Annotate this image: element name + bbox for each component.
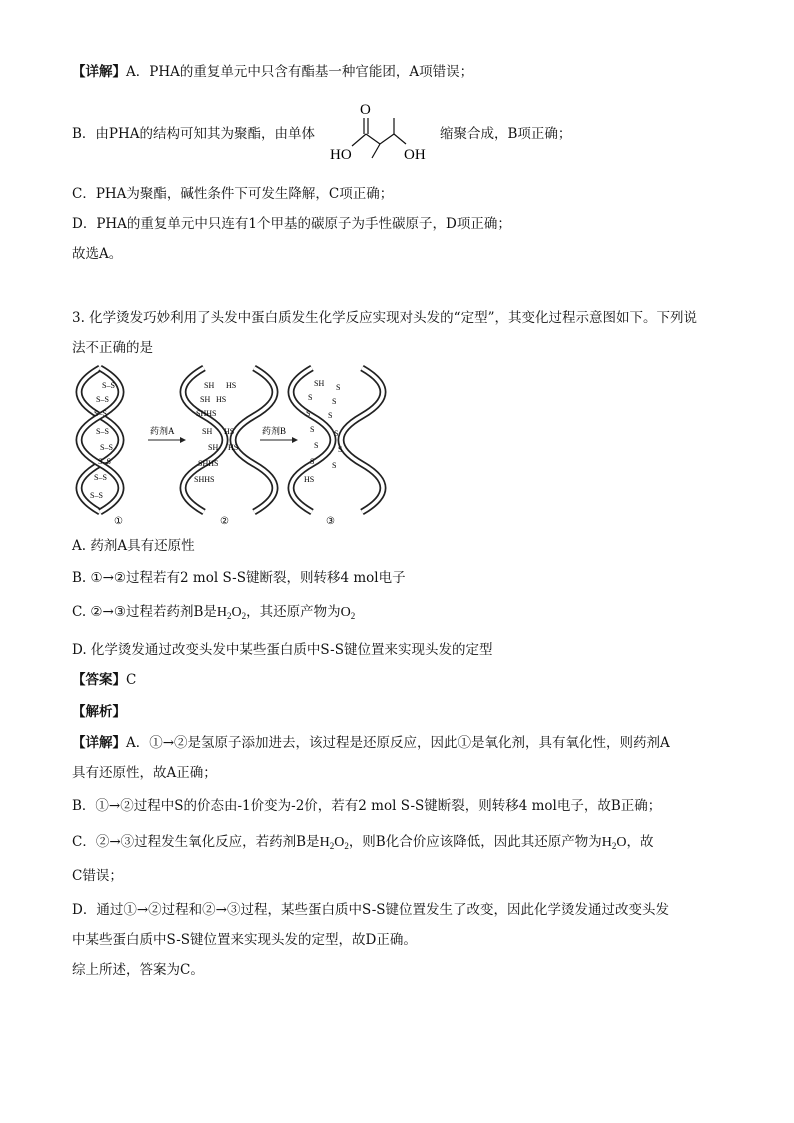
answer-line: [72, 670, 136, 690]
stage-label-1: ①: [114, 516, 123, 527]
prev-detail-b-post: 缩聚合成，B项正确；: [440, 126, 572, 142]
formula-h2o2: $H_2O_2$: [319, 835, 349, 851]
option-a[interactable]: A. 药剂A具有还原性: [72, 538, 195, 554]
monomer-structure: [322, 96, 440, 168]
summary: 综上所述，答案为C。: [72, 962, 204, 978]
svg-text:S–S: S–S: [102, 381, 115, 390]
svg-text:SHHS: SHHS: [196, 409, 217, 418]
question-stem-line1: 3. 化学烫发巧妙利用了头发中蛋白质发生化学反应实现对头发的“定型”，其变化过程示意图如下。下列说: [72, 310, 697, 326]
prev-detail-a: 【详解】A．PHA的重复单元中只含有酯基一种官能团，A项错误；: [72, 64, 474, 80]
answer-value: C: [126, 672, 137, 688]
svg-text:SH: SH: [204, 381, 215, 390]
svg-text:S: S: [308, 393, 313, 402]
formula-o2: $O_2$: [340, 605, 356, 621]
detail-a-line1: 【详解】A．①→②是氢原子添加进去，该过程是还原反应，因此①是氧化剂，具有氧化性，则药剂A: [72, 735, 670, 751]
svg-text:S–S: S–S: [94, 473, 107, 482]
detail-d-line1: D．通过①→②过程和②→③过程，某些蛋白质中S-S键位置发生了改变，因此化学烫发通过改变头发: [72, 902, 669, 918]
svg-text:HS: HS: [304, 475, 315, 484]
option-d[interactable]: D. 化学烫发通过改变头发中某些蛋白质中S-S键位置来实现头发的定型: [72, 642, 493, 658]
stage-label-3: ③: [326, 516, 335, 527]
svg-text:S: S: [314, 441, 319, 450]
perm-diagram: [70, 364, 390, 530]
detail-c-line1: C．②→③过程发生氧化反应，若药剂B是$H_2O_2$，则B化合价应该降低，因此其还原产物为$H_2O$，故: [72, 834, 654, 851]
svg-text:S–S: S–S: [94, 409, 107, 418]
svg-text:S: S: [332, 461, 337, 470]
detail-c-line2: C错误；: [72, 868, 123, 884]
monomer-oh: OH: [404, 147, 426, 163]
monomer-o: O: [360, 102, 371, 118]
svg-text:HS: HS: [228, 443, 239, 452]
reagent-a-label: 药剂A: [150, 426, 175, 436]
svg-text:HS: HS: [226, 381, 237, 390]
svg-text:S–S: S–S: [100, 443, 113, 452]
svg-text:SH: SH: [200, 395, 211, 404]
svg-text:S: S: [336, 383, 341, 392]
prev-detail-b: B．由PHA的结构可知其为聚酯，由单体: [72, 126, 316, 142]
svg-text:S: S: [334, 429, 339, 438]
svg-text:S: S: [328, 411, 333, 420]
prev-detail-d: D．PHA的重复单元中只连有1个甲基的碳原子为手性碳原子，D项正确；: [72, 216, 511, 232]
svg-text:HS: HS: [216, 395, 227, 404]
reagent-b-label: 药剂B: [262, 426, 287, 436]
svg-text:S: S: [306, 409, 311, 418]
svg-text:S–S: S–S: [90, 491, 103, 500]
svg-text:SH: SH: [202, 427, 213, 436]
prev-detail-choice: 故选A。: [72, 246, 123, 262]
option-b[interactable]: B. ①→②过程若有2 mol S-S键断裂，则转移4 mol电子: [72, 570, 406, 586]
svg-text:S: S: [332, 397, 337, 406]
svg-text:S: S: [310, 425, 315, 434]
question-stem-line2: 法不正确的是: [72, 340, 153, 356]
svg-text:HS: HS: [224, 427, 235, 436]
stage-label-2: ②: [220, 516, 229, 527]
prev-detail-c: C．PHA为聚酯，碱性条件下可发生降解，C项正确；: [72, 186, 394, 202]
answer-tag: 【答案】: [72, 672, 126, 688]
detail-d-line2: 中某些蛋白质中S-S键位置来实现头发的定型，故D正确。: [72, 932, 417, 948]
analysis-tag: 【解析】: [72, 704, 126, 720]
svg-text:SHHS: SHHS: [198, 459, 219, 468]
helix-1: [79, 368, 121, 512]
svg-text:S–S: S–S: [96, 427, 109, 436]
helix-3: [291, 368, 383, 512]
svg-text:SH: SH: [314, 379, 325, 388]
svg-text:S–S: S–S: [98, 457, 111, 466]
monomer-ho: HO: [330, 147, 352, 163]
svg-text:S–S: S–S: [96, 395, 109, 404]
svg-text:S: S: [338, 445, 343, 454]
svg-text:SH: SH: [208, 443, 219, 452]
svg-text:SHHS: SHHS: [194, 475, 215, 484]
option-c[interactable]: C. ②→③过程若药剂B是$H_2O_2$，其还原产物为$O_2$: [72, 604, 356, 621]
formula-h2o: $H_2O$: [601, 835, 627, 851]
detail-b: B．①→②过程中S的价态由-1价变为-2价，若有2 mol S-S键断裂，则转移4 mol电子，故B正确；: [72, 798, 662, 814]
formula-h2o2: $H_2O_2$: [216, 605, 247, 621]
detail-tag: 【详解】: [72, 64, 126, 80]
svg-text:S: S: [310, 457, 315, 466]
detail-a-line2: 具有还原性，故A正确；: [72, 765, 217, 781]
